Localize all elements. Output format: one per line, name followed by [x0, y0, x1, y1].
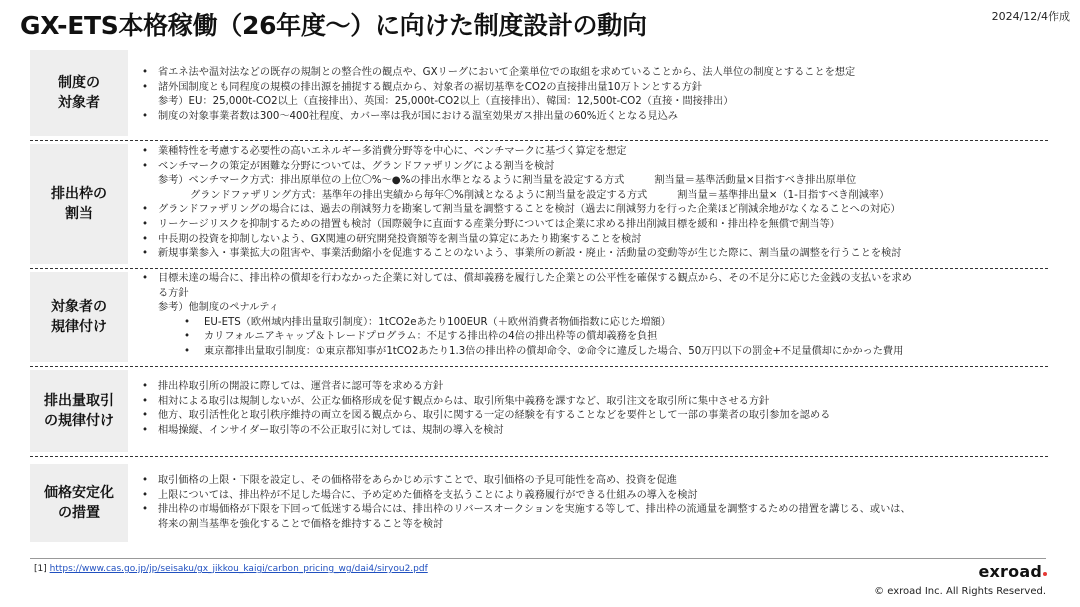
line-text: 参考）他制度のペナルティ: [158, 302, 279, 314]
section-target-entities: [30, 50, 1048, 136]
footnote: [34, 564, 428, 574]
line-text: グランドファザリング方式：基準年の排出実績から毎年〇%削減となるように割当量を設定する方式: [190, 189, 648, 201]
section-label: 対象者の 規律付け: [30, 272, 128, 362]
section-content: [140, 272, 1048, 360]
section-allocation: [30, 144, 1048, 264]
bullet-item: [140, 218, 1048, 233]
line-text: EU-ETS（欧州域内排出量取引制度）：1tCO2eあたり100EUR（＋欧州消費者物価指数に応じた増額）: [204, 316, 671, 328]
continuation-line: [140, 287, 1048, 302]
section-trading-discipline: [30, 370, 1048, 452]
bullet-item: [140, 345, 1048, 360]
line-text: 参考）EU：25,000t-CO2以上（直接排出）、英国：25,000t-CO2以上（直接排出）、韓国：12,500t-CO2（直接・間接排出）: [158, 96, 734, 108]
section-divider: [30, 456, 1048, 457]
section-label: 排出枠の 割当: [30, 144, 128, 264]
line-text: 上限については、排出枠が不足した場合に、予め定めた価格を支払うことにより義務履行ができる仕組みの導入を検討: [158, 489, 698, 501]
bullet-item: [140, 409, 1048, 424]
line-text: 業種特性を考慮する必要性の高いエネルギー多消費分野等を中心に、ベンチマークに基づく算定を想定: [158, 146, 627, 157]
section-divider: [30, 366, 1048, 367]
bullet-item: [140, 81, 1048, 96]
bullet-item: [140, 272, 1048, 287]
bullet-item: [140, 233, 1048, 248]
line-text: 相場操縦、インサイダー取引等の不公正取引に対しては、規制の導入を検討: [158, 424, 504, 436]
line-text: 取引価格の上限・下限を設定し、その価格帯をあらかじめ示すことで、取引価格の予見可能性を高め、投資を促進: [158, 475, 677, 486]
footer-divider: [30, 558, 1046, 559]
line-text: 新規事業参入・事業拡大の阻害や、事業活動縮小を促進することのないよう、事業所の新設・廃止・活動量の変動等が生じた際に、割当量の調整を行うことを検討: [158, 248, 902, 260]
line-text: グランドファザリングの場合には、過去の削減努力を勘案して割当量を調整することを検討（過去に削減努力を行った企業ほど削減余地がなくなることへの対応）: [158, 204, 901, 216]
continuation-line: [140, 95, 1048, 110]
continuation-line: [140, 189, 1048, 204]
line-text: 将来の割当基準を強化することで価格を維持すること等を検討: [158, 518, 444, 530]
bullet-item: [140, 489, 1048, 504]
line-text: 東京都排出量取引制度：①東京都知事が1tCO2あたり1.3倍の排出枠の償却命令、②命令に違反した場合、50万円以下の罰金+不足量償却にかかった費用: [204, 345, 904, 357]
company-logo: exroad: [978, 562, 1042, 581]
section-label: 排出量取引 の規律付け: [30, 370, 128, 452]
line-text: 排出枠の市場価格が下限を下回って低迷する場合には、排出枠のリバースオークションを実施する等して、排出枠の流通量を調整するための措置を講じる、或いは、: [158, 504, 911, 516]
bullet-item: [140, 395, 1048, 410]
section-content: [140, 474, 1048, 532]
bullet-item: [140, 424, 1048, 439]
line-text: 他方、取引活性化と取引秩序維持の両立を図る観点から、取引に関する一定の経験を有することなどを要件として一部の事業者の取引参加を認める: [158, 410, 831, 422]
bullet-item: [140, 247, 1048, 262]
line-text: 参考）ベンチマーク方式：排出原単位の上位〇%～●%の排出水準となるように割当量を設定する方式: [158, 175, 625, 187]
logo-dot-icon: [1043, 572, 1047, 576]
line-text: 相対による取引は規制しないが、公正な価格形成を促す観点からは、取引所集中義務を課すなど、取引注文を取引所に集中させる方針: [158, 395, 770, 407]
creation-date: 2024/12/4作成: [991, 10, 1070, 23]
section-divider: [30, 140, 1048, 141]
bullet-item: [140, 160, 1048, 175]
line-text: カリフォルニアキャップ＆トレードプログラム：不足する排出枠の4倍の排出枠等の償却義務を負担: [204, 331, 658, 343]
continuation-line: [140, 174, 1048, 189]
continuation-line: [140, 301, 1048, 316]
section-label: 制度の 対象者: [30, 50, 128, 136]
bullet-item: [140, 380, 1048, 395]
bullet-item: [140, 474, 1048, 489]
section-content: [140, 66, 1048, 124]
section-content: [140, 380, 1048, 438]
page-title: GX-ETS本格稼働（26年度～）に向けた制度設計の動向: [20, 11, 647, 40]
formula-text: 割当量＝基準活動量×目指すべき排出原単位: [654, 175, 857, 187]
bullet-item: [140, 503, 1048, 518]
formula-text: 割当量＝基準排出量×（1-目指すべき削減率）: [677, 189, 890, 201]
section-divider: [30, 268, 1048, 269]
bullet-item: [140, 316, 1048, 331]
line-text: 諸外国制度とも同程度の規模の排出源を捕捉する観点から、対象者の裾切基準をCO2の直接排出量10万トンとする方針: [158, 81, 702, 93]
bullet-item: [140, 145, 1048, 160]
line-text: 目標未達の場合に、排出枠の償却を行わなかった企業に対しては、償却義務を履行した企業との公平性を確保する観点から、その不足分に応じた金銭の支払いを求め: [158, 273, 912, 284]
line-text: 排出枠取引所の開設に際しては、運営者に認可等を求める方針: [158, 381, 444, 392]
section-discipline-entities: [30, 272, 1048, 362]
line-text: 制度の対象事業者数は300～400社程度、カバー率は我が国における温室効果ガス排出量の60%近くとなる見込み: [158, 110, 678, 122]
footnote-prefix: [1]: [34, 564, 50, 574]
copyright: © exroad Inc. All Rights Reserved.: [874, 586, 1046, 597]
bullet-item: [140, 330, 1048, 345]
bullet-item: [140, 203, 1048, 218]
line-text: 中長期の投資を抑制しないよう、GX関連の研究開発投資額等を割当量の算定にあたり勘案することを検討: [158, 233, 642, 245]
bullet-item: [140, 110, 1048, 125]
continuation-line: [140, 518, 1048, 533]
source-link[interactable]: https://www.cas.go.jp/jp/seisaku/gx_jikkou_kaigi/carbon_pricing_wg/dai4/siryou2.pdf: [49, 564, 428, 574]
line-text: 省エネ法や温対法などの既存の規制との整合性の観点や、GXリーグにおいて企業単位での取組を求めていることから、法人単位の制度とすることを想定: [158, 67, 856, 78]
line-text: ベンチマークの策定が困難な分野については、グランドファザリングによる割当を検討: [158, 160, 555, 172]
section-label: 価格安定化 の措置: [30, 464, 128, 542]
section-content: [140, 145, 1048, 262]
bullet-item: [140, 66, 1048, 81]
line-text: リーケージリスクを抑制するための措置も検討（国際競争に直面する産業分野については企業に求める排出削減目標を緩和・排出枠を無償で割当等）: [158, 218, 840, 230]
section-price-stability: [30, 464, 1048, 542]
line-text: る方針: [158, 287, 189, 299]
